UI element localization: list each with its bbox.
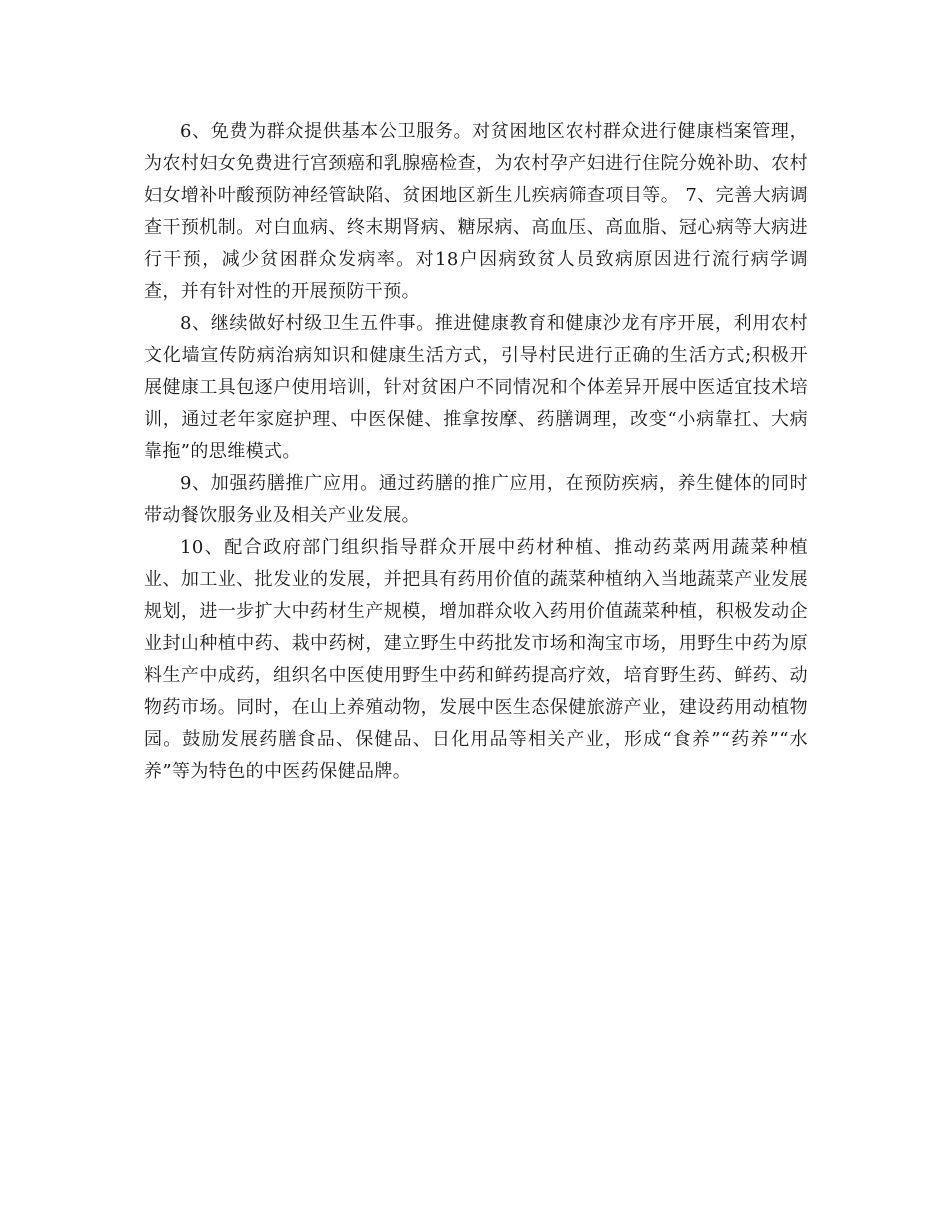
- paragraph-item-6-7: 6、免费为群众提供基本公卫服务。对贫困地区农村群众进行健康档案管理，为农村妇女免费进行宫颈癌和乳腺癌检查，为农村孕产妇进行住院分娩补助、农村妇女增补叶酸预防神经管缺陷、贫困地区新生儿疾病筛查项目等。 7、完善大病调查干预机制。对白血病、终末期肾病、糖尿病、高血压、高血脂、冠心病等大病进行干预，减少贫困群众发病率。对18户因病致贫人员致病原因进行流行病学调查，并有针对性的开展预防干预。: [144, 121, 808, 302]
- document-body: [144, 116, 808, 788]
- paragraph-item-9: 9、加强药膳推广应用。通过药膳的推广应用，在预防疾病，养生健体的同时带动餐饮服务业及相关产业发展。: [144, 473, 808, 526]
- paragraph-item-10: 10、配合政府部门组织指导群众开展中药材种植、推动药菜两用蔬菜种植业、加工业、批发业的发展，并把具有药用价值的蔬菜种植纳入当地蔬菜产业发展规划，进一步扩大中药材生产规模，增加群众收入药用价值蔬菜种植，积极发动企业封山种植中药、栽中药树，建立野生中药批发市场和淘宝市场，用野生中药为原料生产中成药，组织名中医使用野生中药和鲜药提高疗效，培育野生药、鲜药、动物药市场。同时，在山上养殖动物，发展中医生态保健旅游产业，建设药用动植物园。鼓励发展药膳食品、保健品、日化用品等相关产业，形成“食养”“药养”“水养”等为特色的中医药保健品牌。: [144, 537, 808, 782]
- paragraph-item-8: 8、继续做好村级卫生五件事。推进健康教育和健康沙龙有序开展，利用农村文化墙宣传防病治病知识和健康生活方式，引导村民进行正确的生活方式;积极开展健康工具包逐户使用培训，针对贫困户不同情况和个体差异开展中医适宜技术培训，通过老年家庭护理、中医保健、推拿按摩、药膳调理，改变“小病靠扛、大病靠拖”的思维模式。: [144, 313, 808, 462]
